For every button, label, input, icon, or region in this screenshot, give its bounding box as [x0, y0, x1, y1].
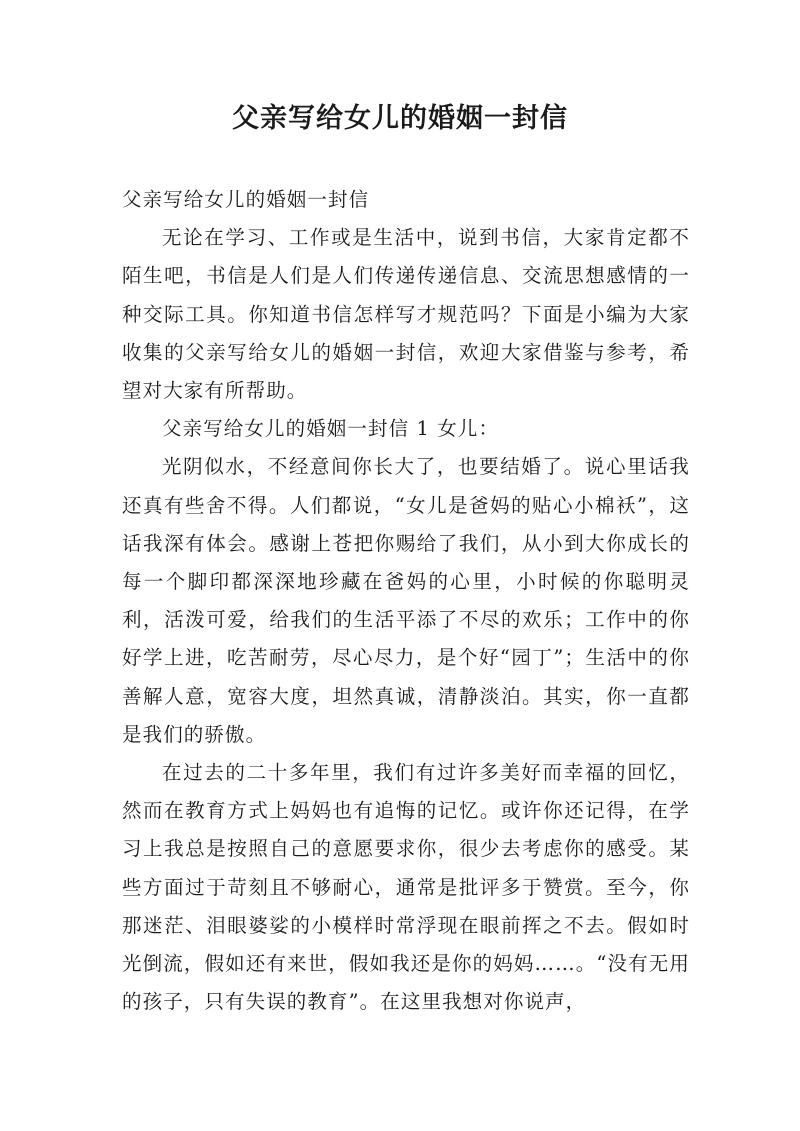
- document-title: 父亲写给女儿的婚姻一封信: [232, 103, 568, 134]
- body-heading: 父亲写给女儿的婚姻一封信: [122, 188, 370, 211]
- body-paragraph: 光阴似水，不经意间你长大了，也要结婚了。说心里话我还真有些舍不得。人们都说，“女儿是爸妈的贴心小棉袄”，这话我深有体会。感谢上苍把你赐给了我们，从小到大你成长的每一个脚印都深深地珍藏在爸妈的心里，小时候的你聪明灵利，活泼可爱，给我们的生活平添了不尽的欢乐；工作中的你好学上进，吃苦耐劳，尽心尽力，是个好“园丁”；生活中的你善解人意，宽容大度，坦然真诚，清静淡泊。其实，你一直都是我们的骄傲。: [122, 455, 690, 746]
- body-paragraph: 在过去的二十多年里，我们有过许多美好而幸福的回忆，然而在教育方式上妈妈也有追悔的记忆。或许你还记得，在学习上我总是按照自己的意愿要求你，很少去考虑你的感受。某些方面过于苛刻且不够耐心，通常是批评多于赞赏。至今，你那迷茫、泪眼婆娑的小模样时常浮现在眼前挥之不去。假如时光倒流，假如还有来世，假如我还是你的妈妈……。“没有无用的孩子，只有失误的教育”。在这里我想对你说声，: [122, 761, 690, 1014]
- intro-paragraph: 无论在学习、工作或是生活中，说到书信，大家肯定都不陌生吧，书信是人们是人们传递传递信息、交流思想感情的一种交际工具。你知道书信怎样写才规范吗？下面是小编为大家收集的父亲写给女儿的婚姻一封信，欢迎大家借鉴与参考，希望对大家有所帮助。: [122, 226, 690, 403]
- letter-heading: 父亲写给女儿的婚姻一封信 1 女儿：: [162, 417, 500, 441]
- document-body: [122, 181, 690, 1021]
